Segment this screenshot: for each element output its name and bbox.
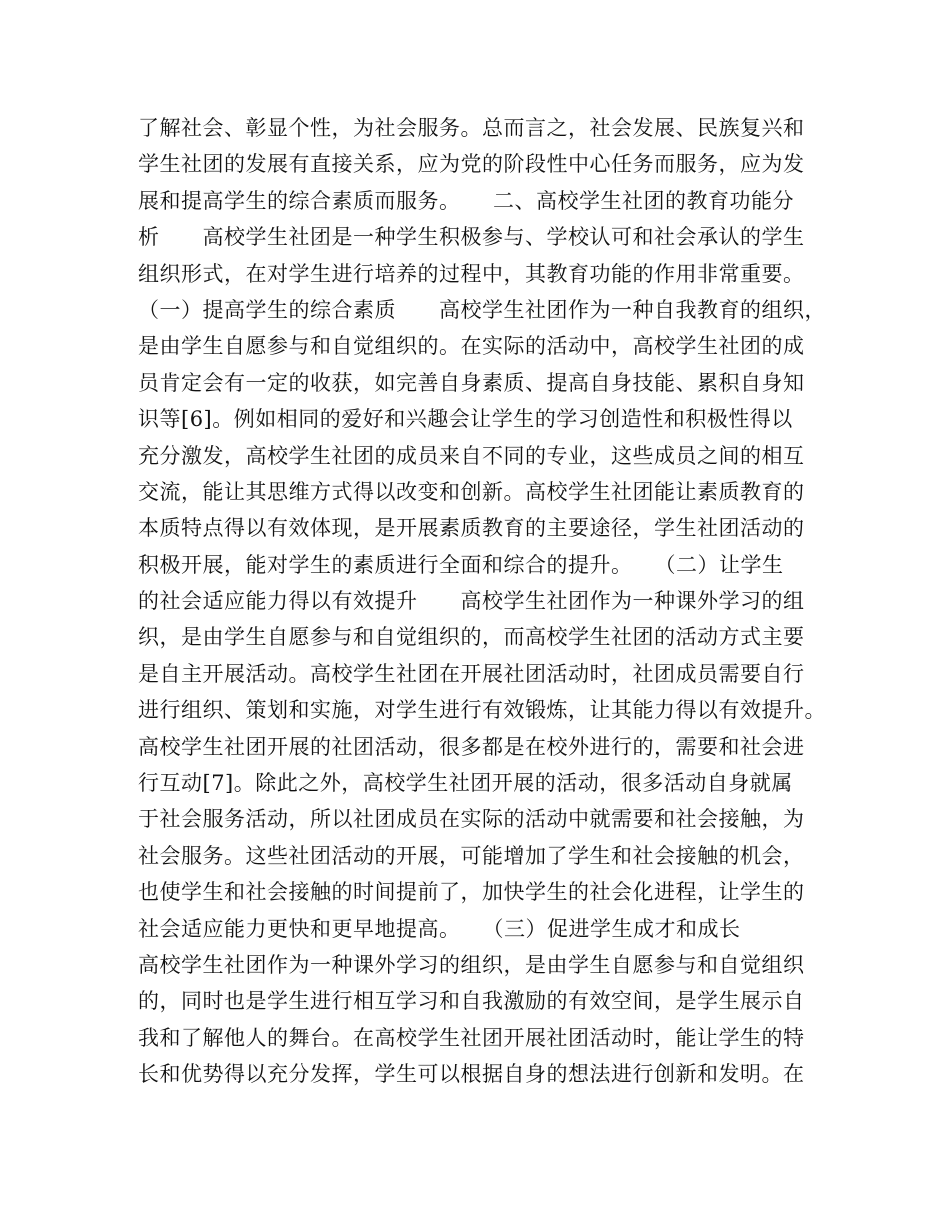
text-line: 展和提高学生的综合素质而服务。 二、高校学生社团的教育功能分 xyxy=(138,188,794,213)
text-line: 行互动[7]。除此之外，高校学生社团开展的活动，很多活动自身就属 xyxy=(138,771,793,796)
text-line: 了解社会、彰显个性，为社会服务。总而言之，社会发展、民族复兴和 xyxy=(138,116,805,140)
text-line: （一）提高学生的综合素质 高校学生社团作为一种自我教育的组织， xyxy=(138,297,826,322)
text-line: 是由学生自愿参与和自觉组织的。在实际的活动中，高校学生社团的成 xyxy=(138,334,805,359)
text-line: 进行组织、策划和实施，对学生进行有效锻炼，让其能力得以有效提升。 xyxy=(138,698,826,723)
text-line: 积极开展，能对学生的素质进行全面和综合的提升。 （二）让学生 xyxy=(138,552,784,577)
text-line: 也使学生和社会接触的时间提前了，加快学生的社会化进程，让学生的 xyxy=(138,880,805,905)
text-line: 织，是由学生自愿参与和自觉组织的，而高校学生社团的活动方式主要 xyxy=(138,625,805,650)
text-line: 的社会适应能力得以有效提升 高校学生社团作为一种课外学习的组 xyxy=(138,589,805,614)
text-line: 社会服务。这些社团活动的开展，可能增加了学生和社会接触的机会， xyxy=(138,843,805,868)
text-line: 高校学生社团开展的社团活动，很多都是在校外进行的，需要和社会进 xyxy=(138,734,805,759)
text-line: 社会适应能力更快和更早地提高。 （三）促进学生成才和成长 xyxy=(138,916,741,941)
body-text xyxy=(138,110,828,1093)
text-line: 于社会服务活动，所以社团成员在实际的活动中就需要和社会接触，为 xyxy=(138,807,805,832)
text-line: 是自主开展活动。高校学生社团在开展社团活动时，社团成员需要自行 xyxy=(138,661,805,686)
text-line: 高校学生社团作为一种课外学习的组织，是由学生自愿参与和自觉组织 xyxy=(138,952,805,977)
text-line: 学生社团的发展有直接关系，应为党的阶段性中心任务而服务，应为发 xyxy=(138,152,805,177)
text-line: 我和了解他人的舞台。在高校学生社团开展社团活动时，能让学生的特 xyxy=(138,1025,805,1050)
text-line: 长和优势得以充分发挥，学生可以根据自身的想法进行创新和发明。在 xyxy=(138,1062,805,1087)
text-line: 组织形式，在对学生进行培养的过程中，其教育功能的作用非常重要。 xyxy=(138,261,805,286)
text-line: 员肯定会有一定的收获，如完善自身素质、提高自身技能、累积自身知 xyxy=(138,370,805,395)
text-line: 的，同时也是学生进行相互学习和自我激励的有效空间，是学生展示自 xyxy=(138,989,805,1014)
text-line: 充分激发，高校学生社团的成员来自不同的专业，这些成员之间的相互 xyxy=(138,443,805,468)
text-line: 识等[6]。例如相同的爱好和兴趣会让学生的学习创造性和积极性得以 xyxy=(138,407,793,432)
text-line: 本质特点得以有效体现，是开展素质教育的主要途径，学生社团活动的 xyxy=(138,516,805,541)
text-line: 交流，能让其思维方式得以改变和创新。高校学生社团能让素质教育的 xyxy=(138,479,805,504)
text-line: 析 高校学生社团是一种学生积极参与、学校认可和社会承认的学生 xyxy=(138,225,805,250)
